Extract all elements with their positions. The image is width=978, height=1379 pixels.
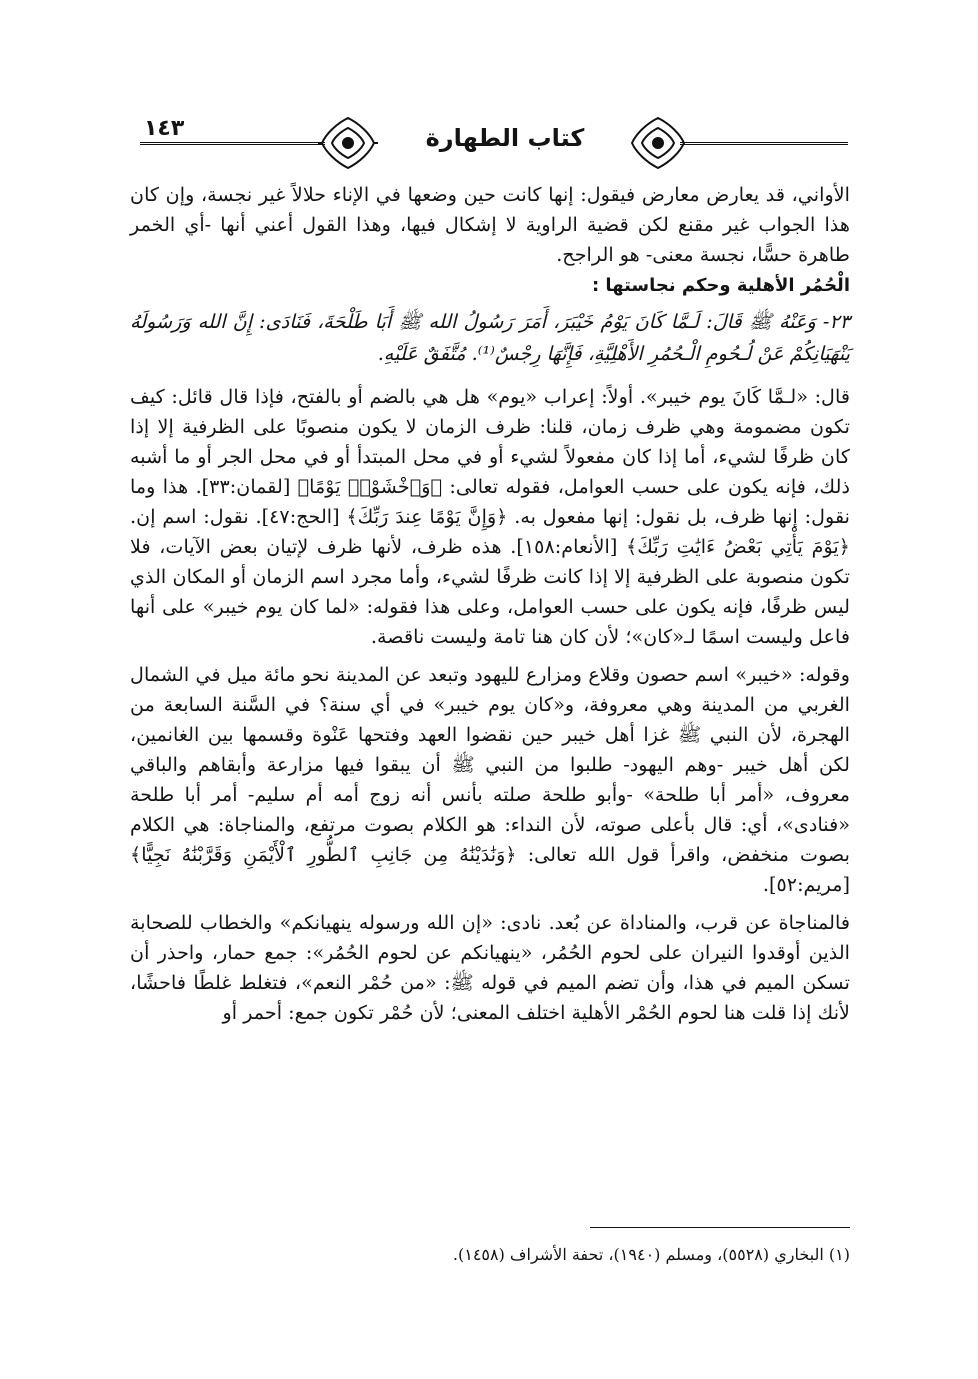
section-heading: الْحُمُر الأهلية وحكم نجاستها : xyxy=(591,275,850,296)
footnote-divider xyxy=(590,1227,850,1228)
paragraph-4: فالمناجاة عن قرب، والمناداة عن بُعد. نادى: «إن الله ورسوله ينهيانكم» والخطاب للصحابة الذين أوقدوا النيران على لحوم الحُمُر، «ينهيانكم عن لحوم الحُمُر»: جمع حمار، واحذر أن تسكن الميم في هذا، وأن تضم الميم في قوله ﷺ: «من حُمْر النعم»، فتغلط غلطًا فاحشًا، لأنك إذا قلت هنا لحوم الحُمْر الأهلية اختلف المعنى؛ لأن حُمْر تكون جمع: أحمر أو xyxy=(130,911,850,1024)
header-rule-left xyxy=(140,142,325,145)
page-number: ١٤٣ xyxy=(144,116,185,141)
main-text xyxy=(130,180,850,1028)
chapter-title: كتاب الطهارة xyxy=(425,124,585,152)
left-ornament-icon xyxy=(318,114,378,172)
right-ornament-icon xyxy=(628,114,688,172)
page-header xyxy=(140,112,848,174)
paragraph-2: قال: «لـمَّا كَانَ يوم خيبر». أولاً: إعراب «يوم» هل هي بالضم أو بالفتح، فإذا قال قائل: كيف تكون مضمومة وهي ظرف زمان، قلنا: ظرف الزمان لا يكون منصوبًا على الظرفية إلا إذا كان ظرفًا لشيء، أما إذا كان مفعولاً لشيء أو في محل المبتدأ أو في محل الجر أو ما أشبه ذلك، فإنه يكون على حسب العوامل، فقوله تعالى: ﴿وَٱخْشَوْا۟ يَوْمًا﴾ [لقمان:٣٣]. هذا وما نقول: إنها ظرف، بل نقول: إنها مفعول به. ﴿وَإِنَّ يَوْمًا عِندَ رَبِّكَ﴾ [الحج:٤٧]. نقول: اسم إن. ﴿يَوْمَ يَأْتِي بَعْضُ ءَايَٰتِ رَبِّكَ﴾ [الأنعام:١٥٨]. هذه ظرف، لأنها ظرف لإتيان بعض الآيات، فلا تكون منصوبة على الظرفية إلا إذا كانت ظرفًا لشيء، وأما مجرد اسم الزمان أو المكان الذي ليس ظرفًا، فإنه يكون على حسب العوامل، وعلى هذا فقوله: «لما كان يوم خيبر» على أنها فاعل وليست اسمًا لـ«كان»؛ لأن كان هنا تامة وليست ناقصة. xyxy=(130,385,850,648)
header-rule-right xyxy=(680,142,848,145)
paragraph-3: وقوله: «خيبر» اسم حصون وقلاع ومزارع لليهود وتبعد عن المدينة نحو مائة ميل في الشمال الغربي من المدينة وهي معروفة، و«كان يوم خيبر» في أي سنة؟ في السَّنة السابعة من الهجرة، لأن النبي ﷺ غزا أهل خيبر حين نقضوا العهد وفتحها عَنْوة وقسمها بين الغانمين، لكن أهل خيبر -وهم اليهود- طلبوا من النبي ﷺ أن يبقوا فيها مزارعة وأبقاهم والباقي معروف، «أمر أبا طلحة» -وأبو طلحة صلته بأنس أنه زوج أمه أم سليم- أمر أبا طلحة «فنادى»، أي: قال بأعلى صوته، لأن النداء: هو الكلام بصوت مرتفع، والمناجاة: هي الكلام بصوت منخفض، واقرأ قول الله تعالى: ﴿وَنَٰدَيْنَٰهُ مِن جَانِبِ ٱلطُّورِ ٱلْأَيْمَنِ وَقَرَّبْنَٰهُ نَجِيًّا﴾ [مريم:٥٢]. xyxy=(130,663,850,896)
footnote: (١) البخاري (٥٥٢٨)، ومسلم (١٩٤٠)، تحفة الأشراف (١٤٥٨). xyxy=(452,1245,850,1264)
hadith-text: ٢٣- وَعَنْهُ ﷺ قَالَ: لَـمَّا كَانَ يَوْمُ خَيْبَرَ، أَمَرَ رَسُولُ الله ﷺ أَبَا طَلْحَةَ، فَنَادَى: إِنَّ الله وَرَسُولَهُ يَنْهَيَانِكُمْ عَنْ لُـحُومِ الْـحُمُرِ الأَهْلِيَّةِ، فَإِنَّهَا رِجْسٌ⁽¹⁾. مُتَّفَقٌ عَلَيْهِ. xyxy=(130,310,850,365)
paragraph-1: الأواني، قد يعارض معارض فيقول: إنها كانت حين وضعها في الإناء حلالاً غير نجسة، وإن كان هذا الجواب غير مقنع لكن قضية الراوية لا إشكال فيها، وهذا القول أعني أنها -أي الخمر طاهرة حسًّا، نجسة معنى- هو الراجح. xyxy=(130,183,850,266)
